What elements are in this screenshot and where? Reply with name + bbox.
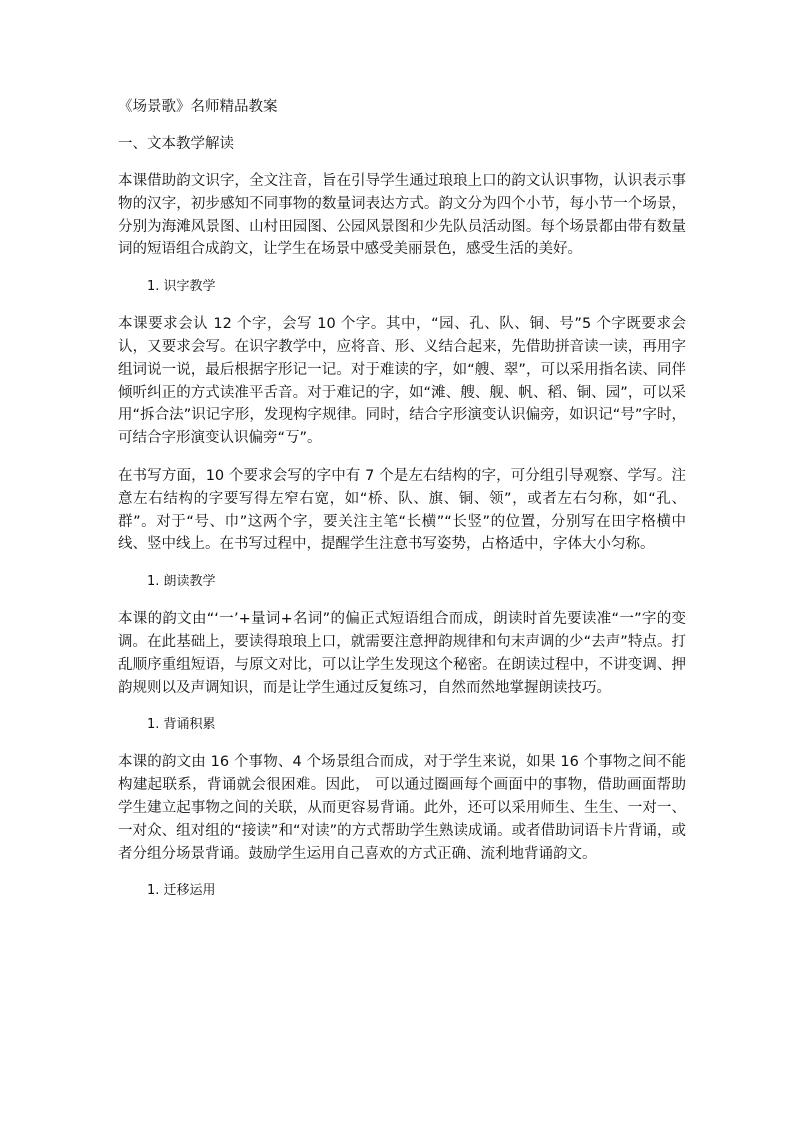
section-heading: 一、文本教学解读: [118, 136, 234, 152]
subsection-heading-literacy: 1. 识字教学: [147, 279, 216, 295]
recitation-paragraph: 本课的韵文由 16 个事物、4 个场景组合而成，对于学生来说，如果 16 个事物之间不能构建起联系，背诵就会很困难。因此， 可以通过圈画每个画面中的事物，借助画面帮助学生建立起事物之间的关联，从而更容易背诵。此外，还可以采用师生、生生、一对一、一对众、组对组的“接读”和“对读”的方式帮助学生熟读成诵。或者借助词语卡片背诵，或者分组分场景背诵。鼓励学生运用自己喜欢的方式正确、流利地背诵韵文。: [118, 754, 686, 862]
subsection-heading-application: 1. 迁移运用: [147, 883, 216, 899]
document-title: 《场景歌》名师精品教案: [118, 99, 278, 115]
reading-paragraph: 本课的韵文由“‘一’+量词+名词”的偏正式短语组合而成，朗读时首先要读准“一”字的变调。在此基础上，要读得琅琅上口，就需要注意押韵规律和句末声调的少“去声”特点。打乱顺序重组短语，与原文对比，可以让学生发现这个秘密。在朗读过程中，不讲变调、押韵规则以及声调知识，而是让学生通过反复练习，自然而然地掌握朗读技巧。: [118, 611, 686, 696]
subsection-heading-recitation: 1. 背诵积累: [147, 717, 216, 733]
literacy-paragraph-recognition: 本课要求会认 12 个字，会写 10 个字。其中，“园、孔、队、铜、号”5 个字既要求会认，又要求会写。在识字教学中，应将音、形、义结合起来，先借助拼音读一读，再用字组词说一说，最后根据字形记一记。对于难读的字，如“艘、翠”，可以采用指名读、同伴倾听纠正的方式读准平舌音。对于难记的字，如“滩、艘、舰、帆、稻、铜、园”，可以采用“拆合法”识记字形，发现构字规律。同时，结合字形演变认识偏旁，如识记“号”字时，可结合字形演变认识偏旁“丂”。: [118, 316, 686, 447]
document-content: [118, 96, 686, 917]
literacy-paragraph-writing: 在书写方面，10 个要求会写的字中有 7 个是左右结构的字，可分组引导观察、学写。注意左右结构的字要写得左窄右宽，如“桥、队、旗、铜、领”，或者左右匀称，如“孔、群”。对于“号、巾”这两个字，要关注主笔“长横”“长竖”的位置，分别写在田字格横中线、竖中线上。在书写过程中，提醒学生注意书写姿势，占格适中，字体大小匀称。: [118, 467, 686, 553]
intro-paragraph: 本课借助韵文识字，全文注音，旨在引导学生通过琅琅上口的韵文认识事物，认识表示事物的汉字，初步感知不同事物的数量词表达方式。韵文分为四个小节，每小节一个场景，分别为海滩风景图、山村田园图、公园风景图和少先队员活动图。每个场景都由带有数量词的短语组合成韵文，让学生在场景中感受美丽景色，感受生活的美好。: [118, 173, 686, 258]
subsection-heading-reading: 1. 朗读教学: [147, 574, 216, 590]
